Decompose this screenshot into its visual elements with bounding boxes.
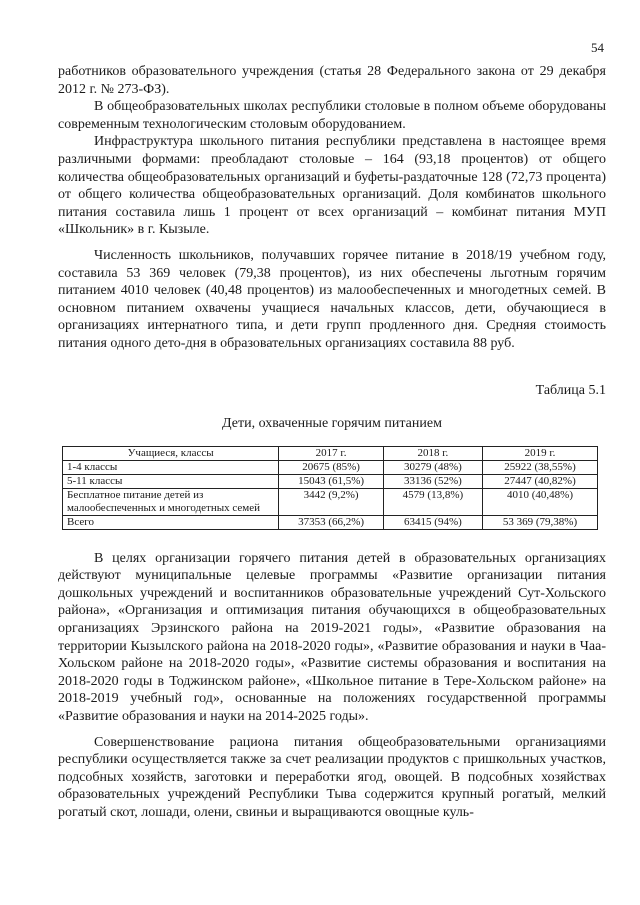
table-header-row	[63, 446, 598, 460]
row-label: Всего	[63, 515, 279, 529]
cell-2017: 20675 (85%)	[279, 460, 384, 474]
paragraph-canteens: В общеобразовательных школах республики столовые в полном объеме оборудованы современным технологическим столовым оборудованием.	[58, 99, 606, 132]
cell-2018: 4579 (13,8%)	[383, 488, 482, 515]
cell-2017: 37353 (66,2%)	[279, 515, 384, 529]
table-row	[63, 488, 598, 515]
table-row	[63, 515, 598, 529]
table-row	[63, 474, 598, 488]
table-title: Дети, охваченные горячим питанием	[222, 416, 442, 432]
cell-2019: 4010 (40,48%)	[483, 488, 598, 515]
paragraph-continuation: работников образовательного учреждения (статья 28 Федерального закона от 29 декабря 2012 г. № 273-ФЗ).	[58, 64, 606, 97]
header-2017: 2017 г.	[279, 446, 384, 460]
page-number: 54	[591, 40, 604, 55]
paragraph-pupils-count: Численность школьников, получавших горячее питание в 2018/19 учебном году, составила 53 369 человек (79,38 процентов), из них обеспечены льготным горячим питанием 4010 человек (40,48 процентов) из малообеспеченных и многодетных семей. В основном питанием охвачены учащиеся начальных классов, дети, обучающиеся в организациях интернатного типа, и дети групп продленного дня. Средняя стоимость питания одного дето-дня в образовательных организациях составила 88 руб.	[58, 247, 606, 351]
hot-meals-table	[62, 446, 598, 530]
cell-2018: 30279 (48%)	[383, 460, 482, 474]
cell-2019: 53 369 (79,38%)	[483, 515, 598, 529]
paragraph-programs: В целях организации горячего питания детей в образовательных организациях действуют муниципальные целевые программы «Развитие организации питания дошкольных учреждений и воспитанников образовательные учреждений Сут-Хольского района», «Организация и оптимизация питания обучающихся в общеобразовательных организациях Эрзинского района на 2019-2021 годы», «Развитие образования на территории Кызылского района на 2018-2020 годы», «Развитие образования и науки в Чаа-Хольском районе на 2018-2020 годы», «Развитие системы образования и воспитания на 2018-2020 годы в Тоджинском районе», «Школьное питание в Тере-Хольском районе» на 2018-2019 учебный год», основанные на положениях государственной программы «Развитие образования и науки на 2014-2025 годы».	[58, 550, 606, 725]
cell-2018: 33136 (52%)	[383, 474, 482, 488]
cell-2017: 15043 (61,5%)	[279, 474, 384, 488]
paragraph-infrastructure: Инфраструктура школьного питания республики представлена в настоящее время различными формами: преобладают столовые – 164 (93,18 процентов) от общего количества общеобразовательных организаций и буфеты-раздаточные 128 (72,73 процента) от общего количества общеобразовательных организаций. Доля комбинатов школьного питания составила лишь 1 процент от всех организаций – комбинат питания МУП «Школьник» в г. Кызыле.	[58, 134, 606, 238]
cell-2019: 27447 (40,82%)	[483, 474, 598, 488]
row-label: 5-11 классы	[63, 474, 279, 488]
header-2019: 2019 г.	[483, 446, 598, 460]
row-label: 1-4 классы	[63, 460, 279, 474]
table-number: Таблица 5.1	[535, 382, 606, 398]
row-label: Бесплатное питание детей из малообеспеченных и многодетных семей	[63, 488, 279, 515]
cell-2019: 25922 (38,55%)	[483, 460, 598, 474]
cell-2017: 3442 (9,2%)	[279, 488, 384, 515]
paragraph-ration: Совершенствование рациона питания общеобразовательными организациями республики осуществляется также за счет реализации продуктов с пришкольных участков, подсобных хозяйств, заготовки и переработки ягод, овощей. В подсобных хозяйствах образовательных учреждений Республики Тыва содержится крупный рогатый, мелкий рогатый скот, лошади, олени, свиньи и выращиваются овощные куль-	[58, 734, 606, 820]
header-2018: 2018 г.	[383, 446, 482, 460]
table-row	[63, 460, 598, 474]
header-classes: Учащиеся, классы	[63, 446, 279, 460]
page-content	[58, 63, 606, 822]
cell-2018: 63415 (94%)	[383, 515, 482, 529]
